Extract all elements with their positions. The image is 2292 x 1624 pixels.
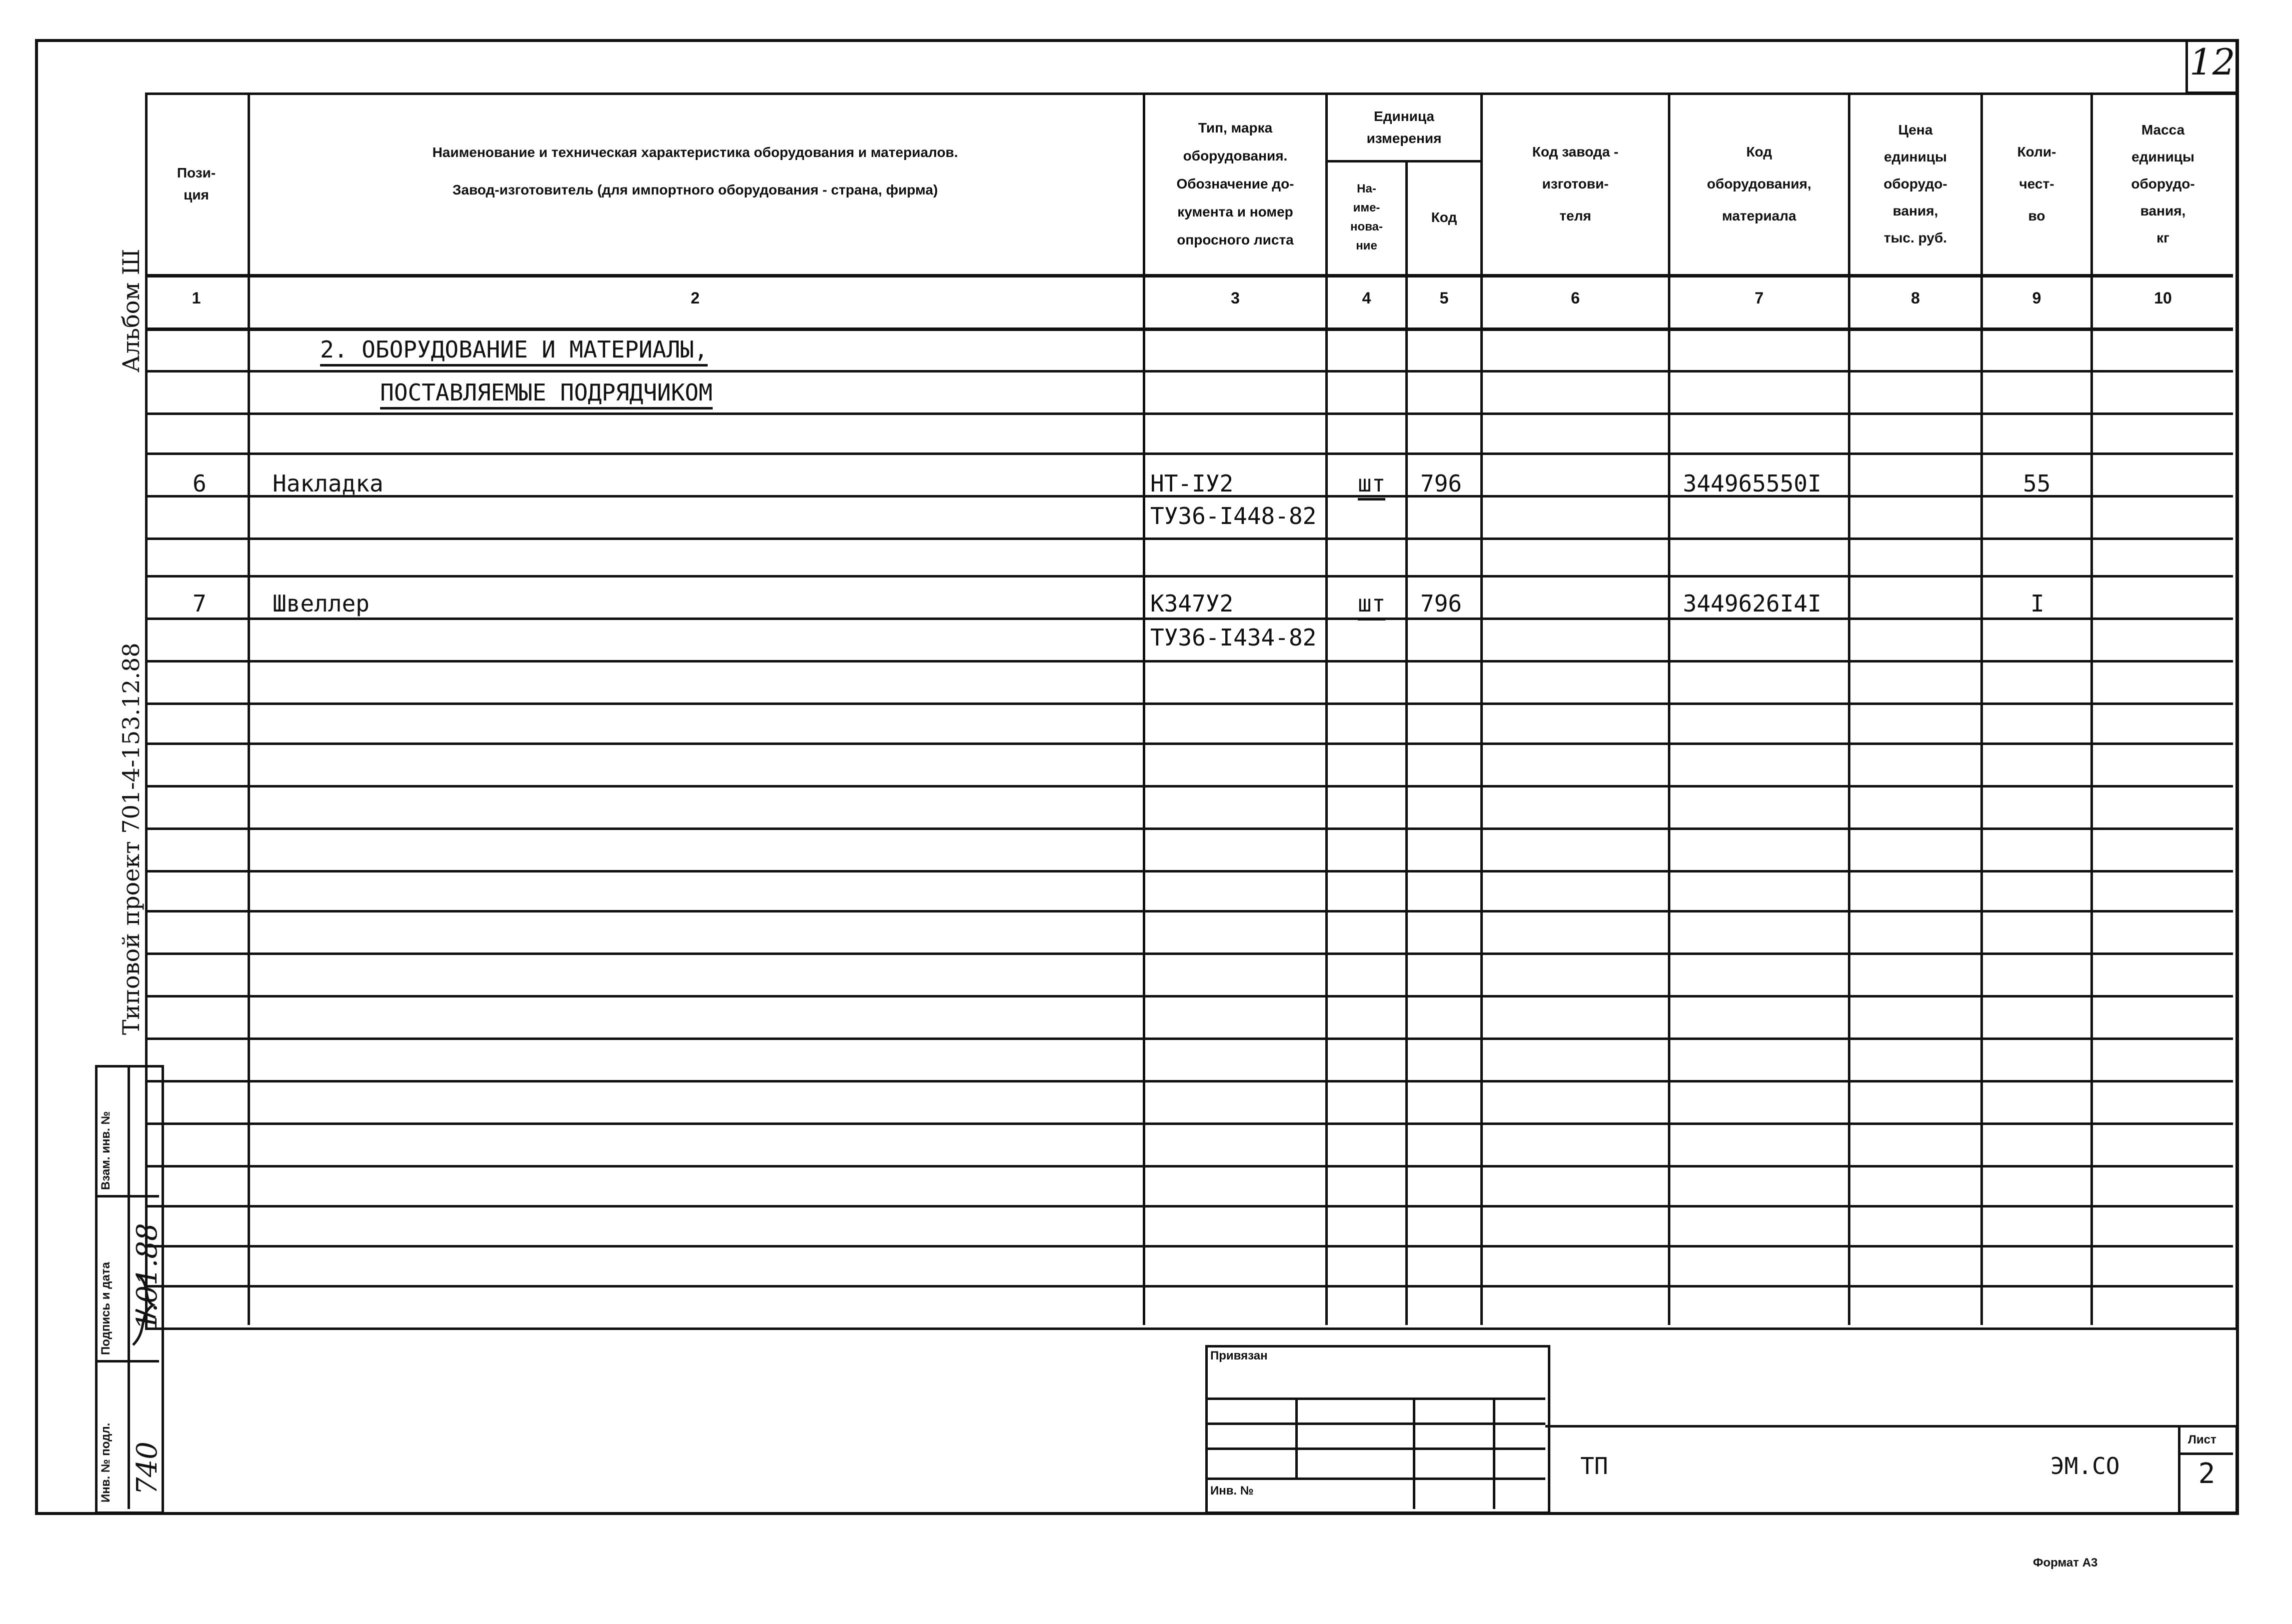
- item-7-unit-code: 796: [1420, 590, 1462, 617]
- privyazan-block: [1205, 1345, 1550, 1514]
- row-line: [145, 370, 2233, 372]
- row-line: [145, 742, 2233, 745]
- colnum-6: 6: [1571, 289, 1580, 307]
- format-label: Формат А3: [2033, 1556, 2098, 1570]
- privyazan-label: Привязан: [1210, 1349, 1268, 1362]
- row-line: [145, 1038, 2233, 1040]
- item-6-pos: 6: [193, 470, 207, 497]
- item-6-name: Накладка: [273, 470, 384, 497]
- header-type: Тип, марка оборудования. Обозначение до- кумента и номер опросного листа: [1176, 120, 1294, 248]
- title-tp: ТП: [1580, 1452, 1608, 1480]
- row-line: [145, 1165, 2233, 1168]
- header-name-line2: Завод-изготовитель (для импортного оборудования - страна, фирма): [452, 182, 938, 198]
- section-title-line1: [320, 336, 708, 363]
- privyazan-vline-1: [1295, 1398, 1298, 1478]
- item-7-type2: ТУ36-I434-82: [1150, 624, 1317, 651]
- privyazan-vline-3: [1493, 1398, 1495, 1509]
- item-7-unit: [1358, 590, 1385, 617]
- colnum-8: 8: [1911, 289, 1920, 307]
- colnum-9: 9: [2032, 289, 2041, 307]
- header-price: Цена единицы оборудо- вания, тыс. руб.: [1883, 122, 1947, 246]
- list-number: 2: [2198, 1458, 2215, 1490]
- sheet-number-top: 12: [2189, 41, 2235, 83]
- table-frame: [145, 92, 2238, 1330]
- row-line: [145, 1245, 2233, 1248]
- item-7-name: Швеллер: [273, 590, 370, 617]
- item-6-unit-text: шт: [1358, 470, 1385, 500]
- col-line-2: [1143, 92, 1145, 1325]
- row-line: [145, 828, 2233, 830]
- colnum-4: 4: [1362, 289, 1371, 307]
- row-line: [145, 538, 2233, 540]
- stamp-label-vzam: Взам. инв. №: [99, 1111, 113, 1190]
- col-line-1: [248, 92, 250, 1325]
- header-mass: Масса единицы оборудо- вания, кг: [2131, 122, 2195, 246]
- colnum-2: 2: [691, 289, 700, 307]
- header-name: [250, 95, 1140, 272]
- row-line: [145, 702, 2233, 705]
- item-7-qty: I: [2030, 590, 2044, 617]
- header-pos: Пози- ция: [177, 164, 216, 202]
- item-7-unit-text: шт: [1358, 590, 1385, 620]
- header-name-line1: Наименование и техническая характеристика оборудования и материалов.: [432, 144, 958, 160]
- item-7-type1: К347У2: [1150, 590, 1234, 617]
- item-6-qty: 55: [2023, 470, 2051, 497]
- colnum-5: 5: [1439, 289, 1449, 307]
- list-box-line: [2178, 1452, 2233, 1455]
- colnum-10: 10: [2154, 289, 2172, 307]
- col-line-5: [1480, 92, 1483, 1325]
- row-line: [145, 995, 2233, 998]
- row-line: [145, 660, 2233, 662]
- title-block-top-line: [1545, 1425, 2233, 1428]
- row-line: [145, 452, 2233, 455]
- album-label: Альбом Ш: [118, 248, 145, 372]
- colnum-1: 1: [192, 289, 201, 307]
- left-stamp-line-2: [95, 1360, 159, 1362]
- header-unit-code: Код: [1431, 210, 1457, 225]
- col-line-6: [1668, 92, 1670, 1325]
- left-stamp-line-1: [95, 1195, 159, 1198]
- inv-no-label: Инв. №: [1210, 1484, 1254, 1498]
- list-label: Лист: [2188, 1433, 2216, 1446]
- item-7-equip-code: 3449626I4I: [1683, 590, 1821, 617]
- item-7-pos: 7: [193, 590, 207, 617]
- row-line: [145, 910, 2233, 912]
- header-unit: Единица измерения: [1366, 108, 1442, 146]
- col-line-3: [1325, 92, 1328, 1325]
- item-6-unit: [1358, 470, 1385, 497]
- item-6-type1: НТ-IУ2: [1150, 470, 1234, 497]
- item-6-unit-code: 796: [1420, 470, 1462, 497]
- col-line-9: [2090, 92, 2093, 1325]
- row-line: [145, 412, 2233, 415]
- colnum-3: 3: [1231, 289, 1240, 307]
- row-line: [145, 1080, 2233, 1082]
- row-line: [145, 575, 2233, 578]
- header-bottom-line: [145, 274, 2233, 278]
- header-equipment-code: Код оборудования, материала: [1707, 144, 1811, 224]
- stamp-label-inv-podl: Инв. № подл.: [99, 1422, 113, 1502]
- section-title-line2-text: ПОСТАВЛЯЕМЫЕ ПОДРЯДЧИКОМ: [380, 379, 713, 410]
- header-factory-code: Код завода - изготови- теля: [1532, 144, 1619, 224]
- section-title-line1-text: 2. ОБОРУДОВАНИЕ И МАТЕРИАЛЫ,: [320, 336, 708, 366]
- row-line: [145, 952, 2233, 955]
- header-qty: Коли- чест- во: [2017, 144, 2056, 224]
- colnum-bottom-line: [145, 328, 2233, 331]
- row-line: [145, 1205, 2233, 1208]
- row-line: [145, 870, 2233, 872]
- item-6-equip-code: 344965550I: [1683, 470, 1821, 497]
- col-line-4: [1405, 160, 1408, 1325]
- item-6-type2: ТУ36-I448-82: [1150, 502, 1317, 530]
- privyazan-vline-2: [1413, 1398, 1415, 1509]
- stamp-signature-date: 1.01.88: [131, 1223, 164, 1330]
- signature: [128, 1270, 159, 1350]
- row-line: [145, 1285, 2233, 1288]
- row-line: [145, 785, 2233, 788]
- section-title-line2: [380, 379, 713, 406]
- row-line: [145, 618, 2233, 620]
- title-code: ЭМ.СО: [2050, 1452, 2120, 1480]
- header-unit-name: На- име- нова- ние: [1350, 182, 1383, 252]
- stamp-inv-podl-value: 740: [131, 1442, 164, 1495]
- stamp-label-podpis: Подпись и дата: [99, 1262, 113, 1355]
- project-label: Типовой проект 701-4-153.12.88: [118, 642, 145, 1035]
- colnum-7: 7: [1754, 289, 1764, 307]
- col-line-7: [1848, 92, 1850, 1325]
- row-line: [145, 1122, 2233, 1125]
- col-line-8: [1980, 92, 1983, 1325]
